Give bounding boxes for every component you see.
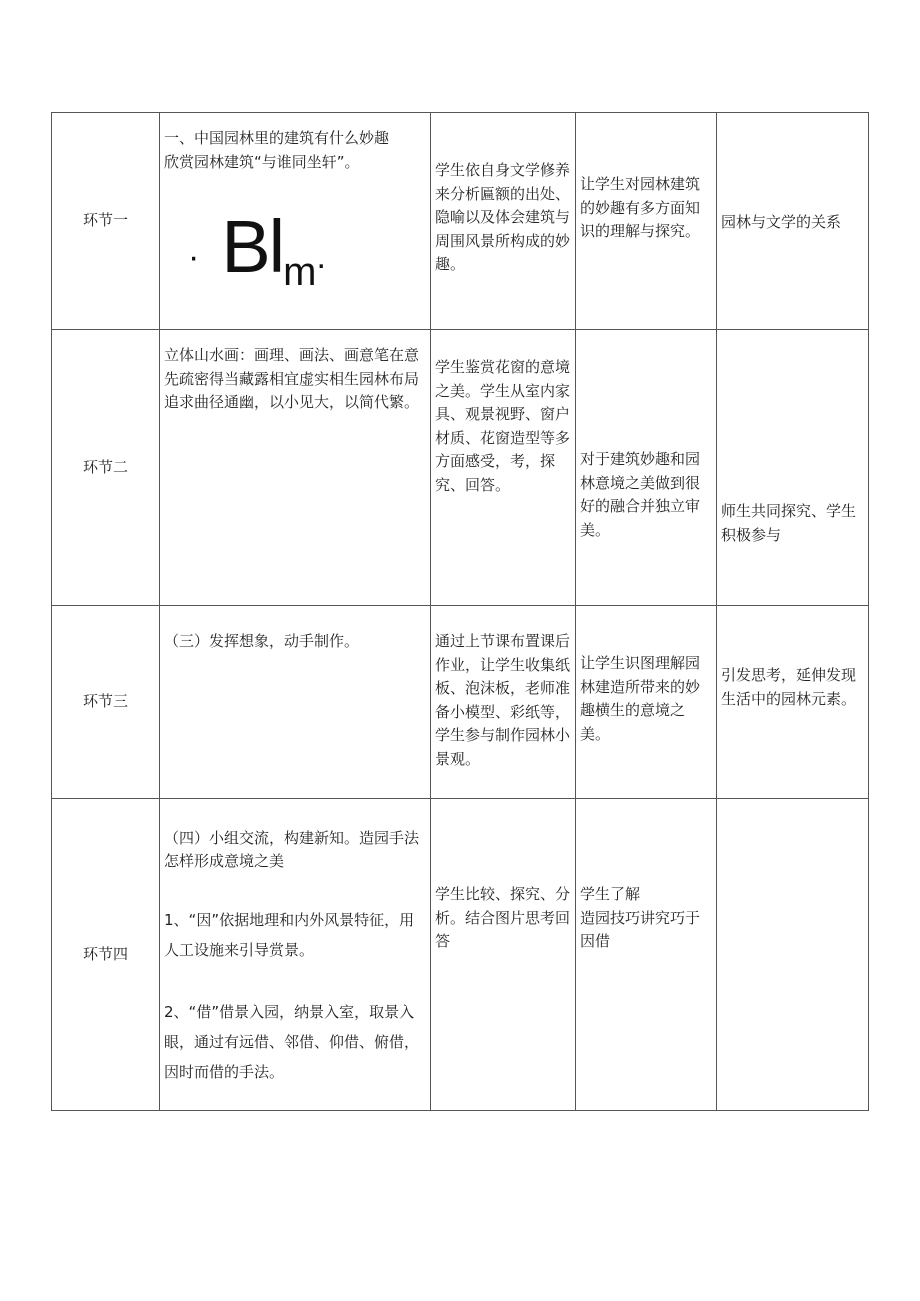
- note-text: 引发思考，延伸发现生活中的园林元素。: [721, 666, 857, 708]
- student-activity-cell: [431, 606, 576, 799]
- stage-label: 环节四: [52, 799, 160, 1111]
- note-text: 师生共同探究、学生积极参与: [721, 502, 857, 544]
- note-cell: [717, 330, 869, 606]
- stage-label: 环节二: [52, 330, 160, 606]
- design-intent-cell: [576, 606, 717, 799]
- table-row: [52, 330, 869, 606]
- student-activity-cell: [431, 330, 576, 606]
- content-cell: [160, 799, 431, 1111]
- design-intent-cell: [576, 330, 717, 606]
- scanned-figure-text: · Bl m .: [188, 205, 326, 294]
- student-activity-text: 学生鉴赏花窗的意境之美。学生从室内家具、观景视野、窗户材质、花窗造型等多方面感受，考，探究、回答。: [435, 358, 571, 494]
- table-row: [52, 113, 869, 330]
- student-activity-text: 通过上节课布置课后作业，让学生收集纸板、泡沫板，老师准备小模型、彩纸等，学生参与制作园林小景观。: [435, 632, 571, 768]
- design-intent-text: 对于建筑妙趣和园林意境之美做到很好的融合并独立审美。: [580, 450, 701, 539]
- stage-label: 环节一: [52, 113, 160, 330]
- note-cell: [717, 799, 869, 1111]
- content-text: （四）小组交流，构建新知。造园手法怎样形成意境之美 1、“因”依据地理和内外风景特征，用人工设施来引导赏景。 2、“借”借景入园，纳景入室，取景入眼，通过有远借、邻借、仰借、俯借，因时而借的手法。: [164, 828, 420, 1081]
- design-intent-text: 学生了解 造园技巧讲究巧于因借: [580, 885, 701, 950]
- design-intent-text: 让学生识图理解园林建造所带来的妙趣横生的意境之美。: [580, 654, 701, 743]
- stage-label: 环节三: [52, 606, 160, 799]
- content-cell: [160, 606, 431, 799]
- student-activity-text: 学生依自身文学修养来分析匾额的出处、隐喻以及体会建筑与周围风景所构成的妙趣。: [435, 161, 571, 273]
- content-cell: [160, 113, 431, 330]
- note-cell: [717, 606, 869, 799]
- student-activity-text: 学生比较、探究、分析。结合图片思考回答: [435, 885, 571, 950]
- content-cell: [160, 330, 431, 606]
- design-intent-cell: [576, 799, 717, 1111]
- lesson-table: [51, 112, 869, 1111]
- note-cell: [717, 113, 869, 330]
- student-activity-cell: [431, 113, 576, 330]
- design-intent-cell: [576, 113, 717, 330]
- table-row: [52, 606, 869, 799]
- content-text: （三）发挥想象，动手制作。: [164, 632, 360, 650]
- student-activity-cell: [431, 799, 576, 1111]
- note-text: [717, 799, 868, 803]
- content-text: 一、中国园林里的建筑有什么妙趣 欣赏园林建筑“与谁同坐轩”。: [164, 129, 390, 171]
- note-text: 园林与文学的关系: [721, 213, 842, 232]
- design-intent-text: 让学生对园林建筑的妙趣有多方面知识的理解与探究。: [580, 175, 701, 240]
- content-text: 立体山水画：画理、画法、画意笔在意先疏密得当藏露相宜虚实相生园林布局追求曲径通幽，以小见大，以简代繁。: [164, 346, 420, 411]
- table-row: [52, 799, 869, 1111]
